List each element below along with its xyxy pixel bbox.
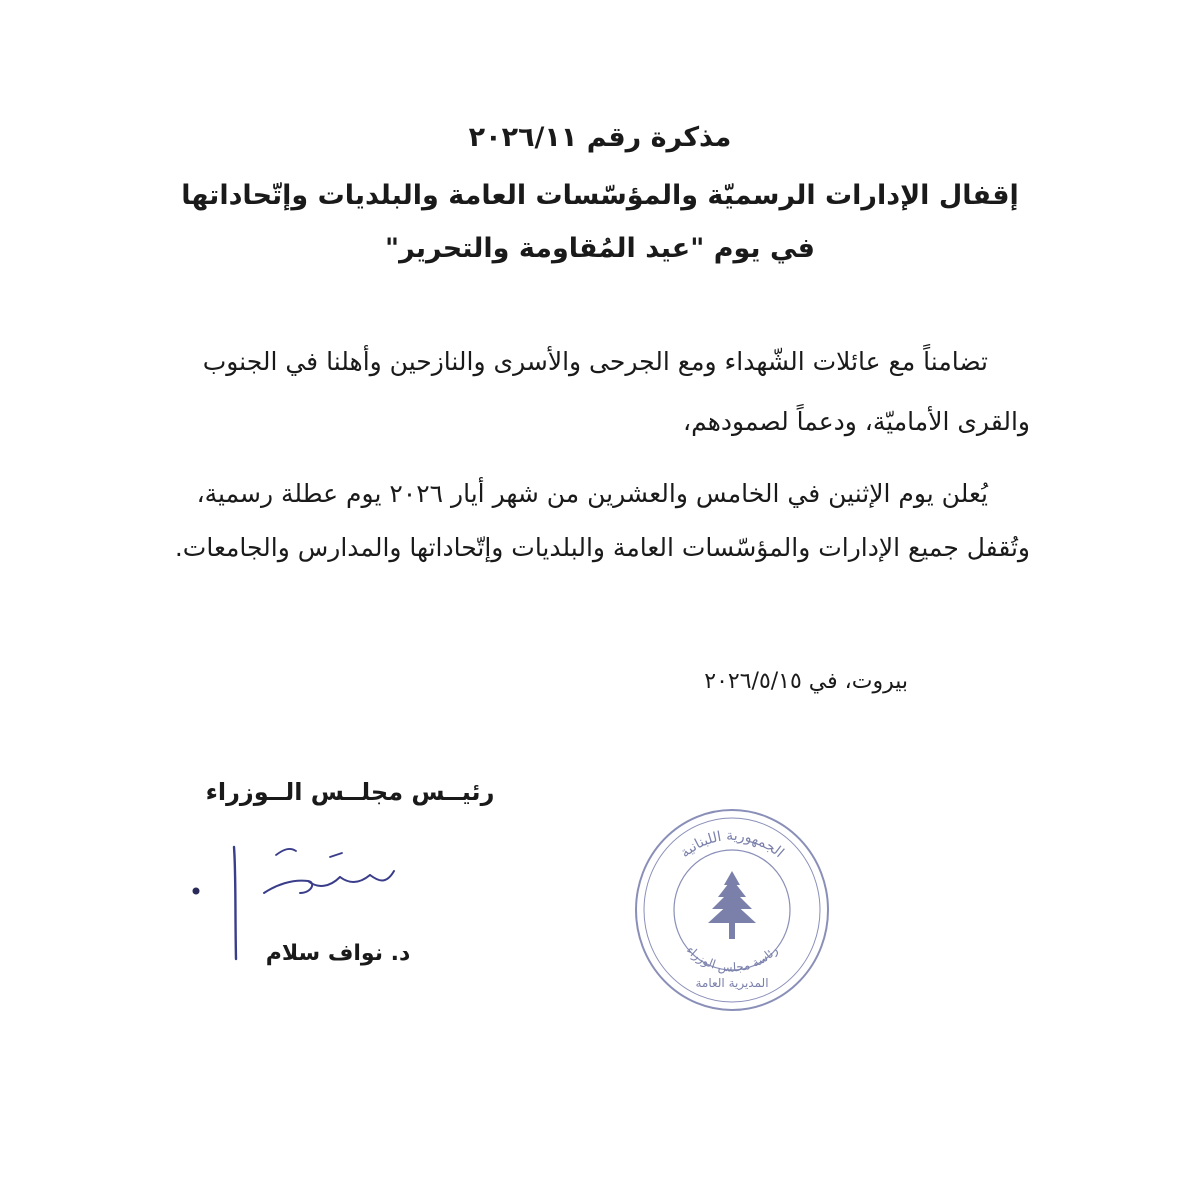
paragraph-text: يُعلن يوم الإثنين في الخامس والعشرين من شهر أيار ٢٠٢٦ يوم عطلة رسمية، <box>196 479 988 508</box>
paragraph-text: وتُقفل جميع الإدارات والمؤسّسات العامة والبلديات وإتّحاداتها والمدارس والجامعات. <box>174 533 1030 562</box>
body-paragraph-2-line-2 <box>150 528 1030 568</box>
memo-subject-line-1: إقفال الإدارات الرسميّة والمؤسّسات العامة والبلديات وإتّحاداتها <box>181 180 1019 211</box>
signatory-name: د. نواف سلام <box>265 941 411 966</box>
body-paragraph-1-line-1 <box>150 342 1030 382</box>
dateline: بيروت، في ٢٠٢٦/٥/١٥ <box>704 669 908 694</box>
seal-outer-text: الجمهورية اللبنانية <box>677 827 787 862</box>
memo-subject-line-2: في يوم "عيد المُقاومة والتحرير" <box>385 233 815 264</box>
signatory-title: رئيــس مجلــس الــوزراء <box>205 778 495 806</box>
body-paragraph-1-line-2 <box>150 402 1030 442</box>
seal-inner-text-2: المديرية العامة <box>695 976 769 990</box>
svg-text:الجمهورية اللبنانية <box>677 828 786 861</box>
paragraph-text: تضامناً مع عائلات الشّهداء ومع الجرحى والأسرى والنازحين وأهلنا في الجنوب <box>202 347 988 376</box>
svg-text:رئاسة مجلس الوزراء <box>684 943 782 976</box>
official-seal <box>632 805 832 1015</box>
seal-inner-text-1: رئاسة مجلس الوزراء <box>683 943 781 975</box>
cedar-icon <box>708 871 756 939</box>
body-paragraph-2-line-1 <box>150 474 1030 514</box>
paragraph-text: والقرى الأماميّة، ودعماً لصمودهم، <box>683 407 1030 436</box>
memo-title: مذكرة رقم ٢٠٢٦/١١ <box>468 122 732 153</box>
